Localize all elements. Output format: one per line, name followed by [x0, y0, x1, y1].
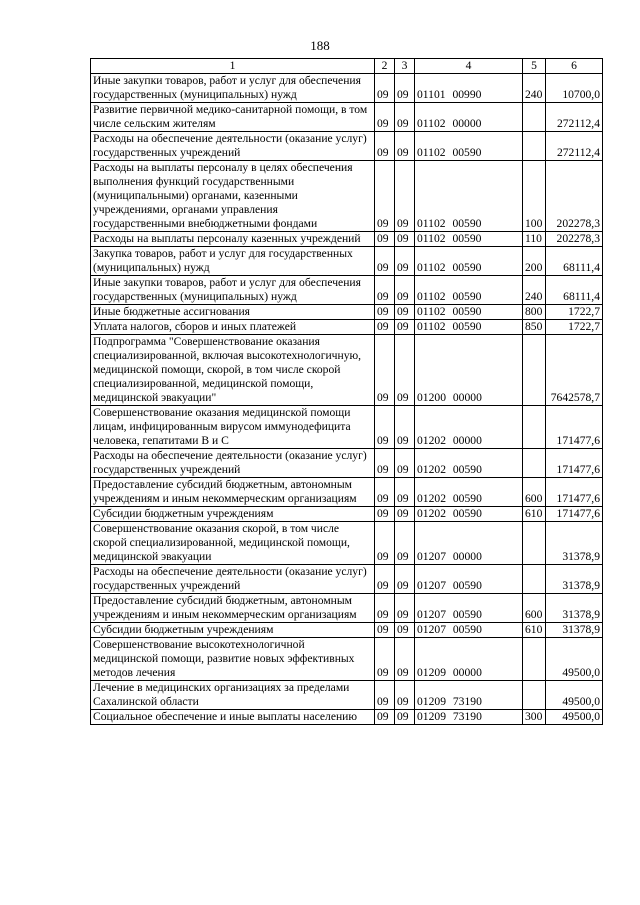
- column-header: 5: [523, 59, 546, 74]
- target-article-code-cell: 01101 00990: [415, 74, 523, 103]
- expense-type-code-cell: 110: [523, 232, 546, 247]
- amount-cell: 10700,0: [546, 74, 603, 103]
- expense-name-cell: Расходы на выплаты персоналу в целях обеспечения выполнения функций государственными (муниципальными) органами, казенными учреждениями, органами управления государственными внебюджетными фондами: [91, 161, 375, 232]
- subsection-code-cell: 09: [395, 507, 415, 522]
- target-article-code-cell: 01200 00000: [415, 335, 523, 406]
- subsection-code-cell: 09: [395, 74, 415, 103]
- target-article-code-cell: 01102 00590: [415, 305, 523, 320]
- target-article-code-cell: 01209 00000: [415, 638, 523, 681]
- expense-type-code-cell: [523, 132, 546, 161]
- table-body: [91, 74, 603, 725]
- amount-cell: 272112,4: [546, 103, 603, 132]
- target-article-code-cell: 01102 00590: [415, 276, 523, 305]
- subsection-code-cell: 09: [395, 522, 415, 565]
- table-row: [91, 305, 603, 320]
- expense-type-code-cell: [523, 406, 546, 449]
- amount-cell: 171477,6: [546, 406, 603, 449]
- subsection-code-cell: 09: [395, 638, 415, 681]
- table-row: [91, 507, 603, 522]
- amount-cell: 202278,3: [546, 161, 603, 232]
- expense-type-code-cell: [523, 638, 546, 681]
- section-code-cell: 09: [375, 507, 395, 522]
- expense-type-code-cell: [523, 565, 546, 594]
- column-header: 2: [375, 59, 395, 74]
- section-code-cell: 09: [375, 710, 395, 725]
- table-row: [91, 320, 603, 335]
- table-row: [91, 132, 603, 161]
- expense-type-code-cell: 300: [523, 710, 546, 725]
- amount-cell: 171477,6: [546, 507, 603, 522]
- header-row: [91, 59, 603, 74]
- expense-name-cell: Совершенствование высокотехнологичной медицинской помощи, развитие новых эффективных методов лечения: [91, 638, 375, 681]
- target-article-code-cell: 01207 00590: [415, 594, 523, 623]
- section-code-cell: 09: [375, 681, 395, 710]
- subsection-code-cell: 09: [395, 320, 415, 335]
- table-row: [91, 335, 603, 406]
- subsection-code-cell: 09: [395, 565, 415, 594]
- expense-type-code-cell: 100: [523, 161, 546, 232]
- expense-type-code-cell: 610: [523, 623, 546, 638]
- table-row: [91, 623, 603, 638]
- expense-name-cell: Предоставление субсидий бюджетным, автономным учреждениям и иным некоммерческим организациям: [91, 594, 375, 623]
- expense-name-cell: Иные закупки товаров, работ и услуг для обеспечения государственных (муниципальных) нужд: [91, 74, 375, 103]
- subsection-code-cell: 09: [395, 335, 415, 406]
- amount-cell: 202278,3: [546, 232, 603, 247]
- amount-cell: 31378,9: [546, 623, 603, 638]
- target-article-code-cell: 01102 00000: [415, 103, 523, 132]
- subsection-code-cell: 09: [395, 406, 415, 449]
- section-code-cell: 09: [375, 638, 395, 681]
- amount-cell: 49500,0: [546, 638, 603, 681]
- section-code-cell: 09: [375, 161, 395, 232]
- table-row: [91, 276, 603, 305]
- expense-type-code-cell: 600: [523, 594, 546, 623]
- expense-name-cell: Предоставление субсидий бюджетным, автономным учреждениям и иным некоммерческим организациям: [91, 478, 375, 507]
- amount-cell: 31378,9: [546, 594, 603, 623]
- expense-name-cell: Расходы на обеспечение деятельности (оказание услуг) государственных учреждений: [91, 565, 375, 594]
- page-number: 188: [310, 38, 330, 53]
- section-code-cell: 09: [375, 565, 395, 594]
- section-code-cell: 09: [375, 232, 395, 247]
- table-row: [91, 681, 603, 710]
- section-code-cell: 09: [375, 103, 395, 132]
- expense-name-cell: Субсидии бюджетным учреждениям: [91, 623, 375, 638]
- expense-type-code-cell: 800: [523, 305, 546, 320]
- target-article-code-cell: 01102 00590: [415, 247, 523, 276]
- table-row: [91, 522, 603, 565]
- amount-cell: 68111,4: [546, 276, 603, 305]
- section-code-cell: 09: [375, 276, 395, 305]
- subsection-code-cell: 09: [395, 276, 415, 305]
- section-code-cell: 09: [375, 449, 395, 478]
- table-row: [91, 449, 603, 478]
- amount-cell: 272112,4: [546, 132, 603, 161]
- expense-name-cell: Иные бюджетные ассигнования: [91, 305, 375, 320]
- target-article-code-cell: 01207 00000: [415, 522, 523, 565]
- table-row: [91, 74, 603, 103]
- expense-type-code-cell: 240: [523, 276, 546, 305]
- expense-name-cell: Закупка товаров, работ и услуг для государственных (муниципальных) нужд: [91, 247, 375, 276]
- expense-type-code-cell: [523, 681, 546, 710]
- table-row: [91, 638, 603, 681]
- expense-name-cell: Совершенствование оказания медицинской помощи лицам, инфицированным вирусом иммунодефицита человека, гепатитами В и С: [91, 406, 375, 449]
- table-row: [91, 710, 603, 725]
- expense-type-code-cell: 240: [523, 74, 546, 103]
- subsection-code-cell: 09: [395, 594, 415, 623]
- table-row: [91, 565, 603, 594]
- subsection-code-cell: 09: [395, 232, 415, 247]
- expense-name-cell: Расходы на выплаты персоналу казенных учреждений: [91, 232, 375, 247]
- table-row: [91, 594, 603, 623]
- expense-name-cell: Развитие первичной медико-санитарной помощи, в том числе сельским жителям: [91, 103, 375, 132]
- expense-type-code-cell: [523, 335, 546, 406]
- target-article-code-cell: 01209 73190: [415, 681, 523, 710]
- section-code-cell: 09: [375, 594, 395, 623]
- expense-type-code-cell: 200: [523, 247, 546, 276]
- table-row: [91, 478, 603, 507]
- budget-table: [90, 58, 603, 725]
- subsection-code-cell: 09: [395, 681, 415, 710]
- amount-cell: 68111,4: [546, 247, 603, 276]
- expense-name-cell: Социальное обеспечение и иные выплаты населению: [91, 710, 375, 725]
- subsection-code-cell: 09: [395, 161, 415, 232]
- expense-name-cell: Подпрограмма "Совершенствование оказания специализированной, включая высокотехнологичную, медицинской помощи, скорой, в том числе скорой специализированной, медицинской помощи, медицинской эвакуации": [91, 335, 375, 406]
- section-code-cell: 09: [375, 522, 395, 565]
- target-article-code-cell: 01102 00590: [415, 320, 523, 335]
- section-code-cell: 09: [375, 478, 395, 507]
- target-article-code-cell: 01202 00590: [415, 507, 523, 522]
- target-article-code-cell: 01207 00590: [415, 565, 523, 594]
- expense-name-cell: Уплата налогов, сборов и иных платежей: [91, 320, 375, 335]
- section-code-cell: 09: [375, 406, 395, 449]
- expense-name-cell: Иные закупки товаров, работ и услуг для обеспечения государственных (муниципальных) нужд: [91, 276, 375, 305]
- target-article-code-cell: 01102 00590: [415, 232, 523, 247]
- section-code-cell: 09: [375, 74, 395, 103]
- expense-type-code-cell: [523, 522, 546, 565]
- subsection-code-cell: 09: [395, 247, 415, 276]
- amount-cell: 49500,0: [546, 681, 603, 710]
- subsection-code-cell: 09: [395, 710, 415, 725]
- expense-name-cell: Субсидии бюджетным учреждениям: [91, 507, 375, 522]
- amount-cell: 171477,6: [546, 478, 603, 507]
- section-code-cell: 09: [375, 335, 395, 406]
- section-code-cell: 09: [375, 623, 395, 638]
- amount-cell: 1722,7: [546, 320, 603, 335]
- column-header: 4: [415, 59, 523, 74]
- expense-type-code-cell: 610: [523, 507, 546, 522]
- section-code-cell: 09: [375, 247, 395, 276]
- table-row: [91, 103, 603, 132]
- table-row: [91, 232, 603, 247]
- target-article-code-cell: 01102 00590: [415, 132, 523, 161]
- target-article-code-cell: 01202 00590: [415, 449, 523, 478]
- target-article-code-cell: 01209 73190: [415, 710, 523, 725]
- amount-cell: 171477,6: [546, 449, 603, 478]
- target-article-code-cell: 01202 00000: [415, 406, 523, 449]
- amount-cell: 31378,9: [546, 522, 603, 565]
- table-row: [91, 406, 603, 449]
- expense-name-cell: Лечение в медицинских организациях за пределами Сахалинской области: [91, 681, 375, 710]
- amount-cell: 49500,0: [546, 710, 603, 725]
- expense-name-cell: Расходы на обеспечение деятельности (оказание услуг) государственных учреждений: [91, 449, 375, 478]
- target-article-code-cell: 01202 00590: [415, 478, 523, 507]
- amount-cell: 1722,7: [546, 305, 603, 320]
- amount-cell: 7642578,7: [546, 335, 603, 406]
- table-row: [91, 247, 603, 276]
- subsection-code-cell: 09: [395, 449, 415, 478]
- expense-name-cell: Совершенствование оказания скорой, в том числе скорой специализированной, медицинской помощи, медицинской эвакуации: [91, 522, 375, 565]
- section-code-cell: 09: [375, 305, 395, 320]
- expense-type-code-cell: 600: [523, 478, 546, 507]
- subsection-code-cell: 09: [395, 103, 415, 132]
- subsection-code-cell: 09: [395, 132, 415, 161]
- subsection-code-cell: 09: [395, 478, 415, 507]
- column-header: 1: [91, 59, 375, 74]
- amount-cell: 31378,9: [546, 565, 603, 594]
- target-article-code-cell: 01207 00590: [415, 623, 523, 638]
- section-code-cell: 09: [375, 320, 395, 335]
- expense-name-cell: Расходы на обеспечение деятельности (оказание услуг) государственных учреждений: [91, 132, 375, 161]
- section-code-cell: 09: [375, 132, 395, 161]
- table-row: [91, 161, 603, 232]
- subsection-code-cell: 09: [395, 623, 415, 638]
- expense-type-code-cell: [523, 449, 546, 478]
- column-header: 3: [395, 59, 415, 74]
- subsection-code-cell: 09: [395, 305, 415, 320]
- target-article-code-cell: 01102 00590: [415, 161, 523, 232]
- expense-type-code-cell: 850: [523, 320, 546, 335]
- column-header: 6: [546, 59, 603, 74]
- expense-type-code-cell: [523, 103, 546, 132]
